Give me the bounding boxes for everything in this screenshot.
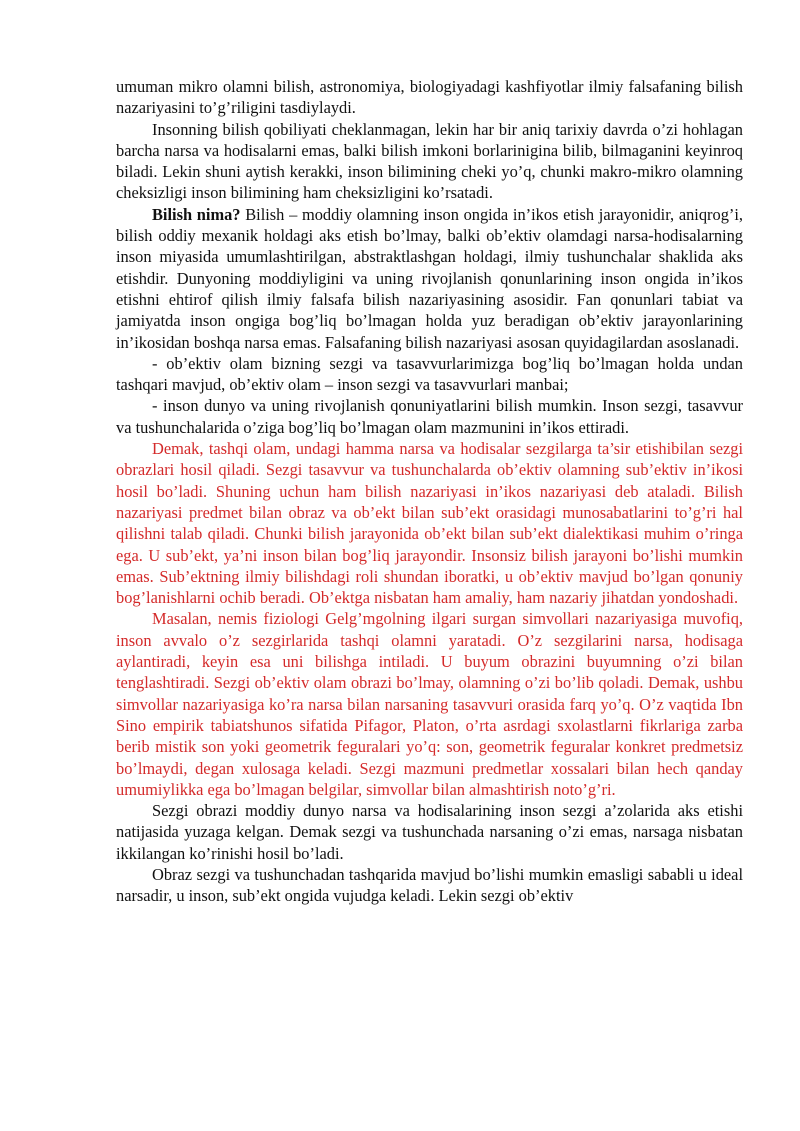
paragraph-8: Sezgi obrazi moddiy dunyo narsa va hodisalarining inson sezgi a’zolarida aks etishi natijasida yuzaga kelgan. Demak sezgi va tushunchada narsaning o’zi emas, narsaga nisbatan ikkilangan ko’rinishi hosil bo’ladi. — [116, 801, 743, 863]
highlighted-paragraph-2: Masalan, nemis fiziologi Gelg’mgolning ilgari surgan simvollari nazariyasiga muvofiq, inson avvalo o’z sezgirlarida tashqi olamni yaratadi. O’z sezgilarini narsa, hodisaga aylantiradi, keyin esa uni bilishga intiladi. U buyum obrazini buyumning o’zi bilan tenglashtiradi. Sezgi ob’ektiv olam obrazi bo’lmay, olamning o’zi bo’lib qoladi. Demak, ushbu simvollar nazariyasiga ko’ra narsa bilan narsaning tasavvuri orasida farq yo’q. O’z vaqtida Ibn Sino empirik tabiatshunos sifatida Pifagor, Platon, o’rta asrdagi sxolastlarni fikrlariga zarba berib mistik son yoki geometrik feguralari yo’q: son, geometrik feguralar konkret predmetsiz bo’lmaydi, degan xulosaga keladi. Sezgi mazmuni predmetlar xossalari bilan hech qanday umumiylikka ega bo’lmagan belgilar, simvollar bilan almashtirish noto’g’ri. — [116, 609, 743, 799]
section-heading: Bilish nima? — [152, 204, 241, 224]
highlighted-paragraph-1: Demak, tashqi olam, undagi hamma narsa va hodisalar sezgilarga ta’sir etishibilan sezgi obrazlari hosil qiladi. Sezgi tasavvur va tushunchalarda ob’ektiv olamning sub’ektiv in’ikosi hosil bo’ladi. Shuning uchun ham bilish nazariyasi in’ikos nazariyasi deb ataladi. Bilish nazariyasi predmet bilan obraz va ob’ekt bilan sub’ekt orasidagi munosabatlarini to’g’ri hal qilishni talab qiladi. Chunki bilish jarayonida ob’ekt bilan sub’ekt dialektikasi muhim o’ringa ega. U sub’ekt, ya’ni inson bilan bog’liq jarayondir. Insonsiz bilish jarayoni bo’lishi mumkin emas. Sub’ektning ilmiy bilishdagi roli shundan iboratki, u ob’ektiv mavjud bo’lgan qonuniy bog’lanishlarni ochib beradi. Ob’ektga nisbatan ham amaliy, ham nazariy jihatdan yondoshadi. — [116, 439, 743, 608]
paragraph-2: Insonning bilish qobiliyati cheklanmagan, lekin har bir aniq tarixiy davrda o’zi hohlagan barcha narsa va hodisalarni emas, balki bilish imkoni borlarinigina bilib, bilmaganini keyinroq biladi. Lekin shuni aytish kerakki, inson bilimining cheki yo’q, chunki makro-mikro olamning cheksizligi inson bilimining ham cheksizligini ko’rsatadi. — [116, 119, 743, 203]
list-item-1: - ob’ektiv olam bizning sezgi va tasavvurlarimizga bog’liq bo’lmagan holda undan tashqari mavjud, ob’ektiv olam – inson sezgi va tasavvurlari manbai; — [116, 353, 743, 395]
list-item-2: - inson dunyo va uning rivojlanish qonuniyatlarini bilish mumkin. Inson sezgi, tasavvur va tushunchalarida o’ziga bog’liq bo’lmagan olam mazmunini in’ikos ettiradi. — [116, 396, 743, 437]
paragraph-3 — [116, 204, 743, 353]
paragraph-3-text: Bilish – moddiy olamning inson ongida in’ikos etish jarayonidir, aniqrog’i, bilish oddiy mexanik holdagi aks etish bo’lmay, balki ob’ektiv olamdagi narsa-hodisalarning inson miyasida umumlashtirilgan, abstraktlashgan holdagi, ilmiy tushunchalar shaklida aks etishdir. Dunyoning moddiyligini va uning rivojlanish qonunlarining inson ongida in’ikos etishni ehtirof qilish ilmiy falsafa bilish nazariyasining asosidir. Fan qonunlari tabiat va jamiyatda inson ongiga bog’liq bo’lmagan holda yuz beradigan ob’ektiv jarayonlarining in’ikosidan boshqa narsa emas. Falsafaning bilish nazariyasi asosan quyidagilardan asoslanadi. — [116, 204, 744, 352]
document-page — [116, 76, 743, 907]
paragraph-9: Obraz sezgi va tushunchadan tashqarida mavjud bo’lishi mumkin emasligi sababli u ideal narsadir, u inson, sub’ekt ongida vujudga keladi. Lekin sezgi ob’ektiv — [116, 864, 743, 906]
paragraph-1: umuman mikro olamni bilish, astronomiya, biologiyadagi kashfiyotlar ilmiy falsafaning bilish nazariyasini to’g’riligini tasdiylaydi. — [116, 77, 743, 118]
